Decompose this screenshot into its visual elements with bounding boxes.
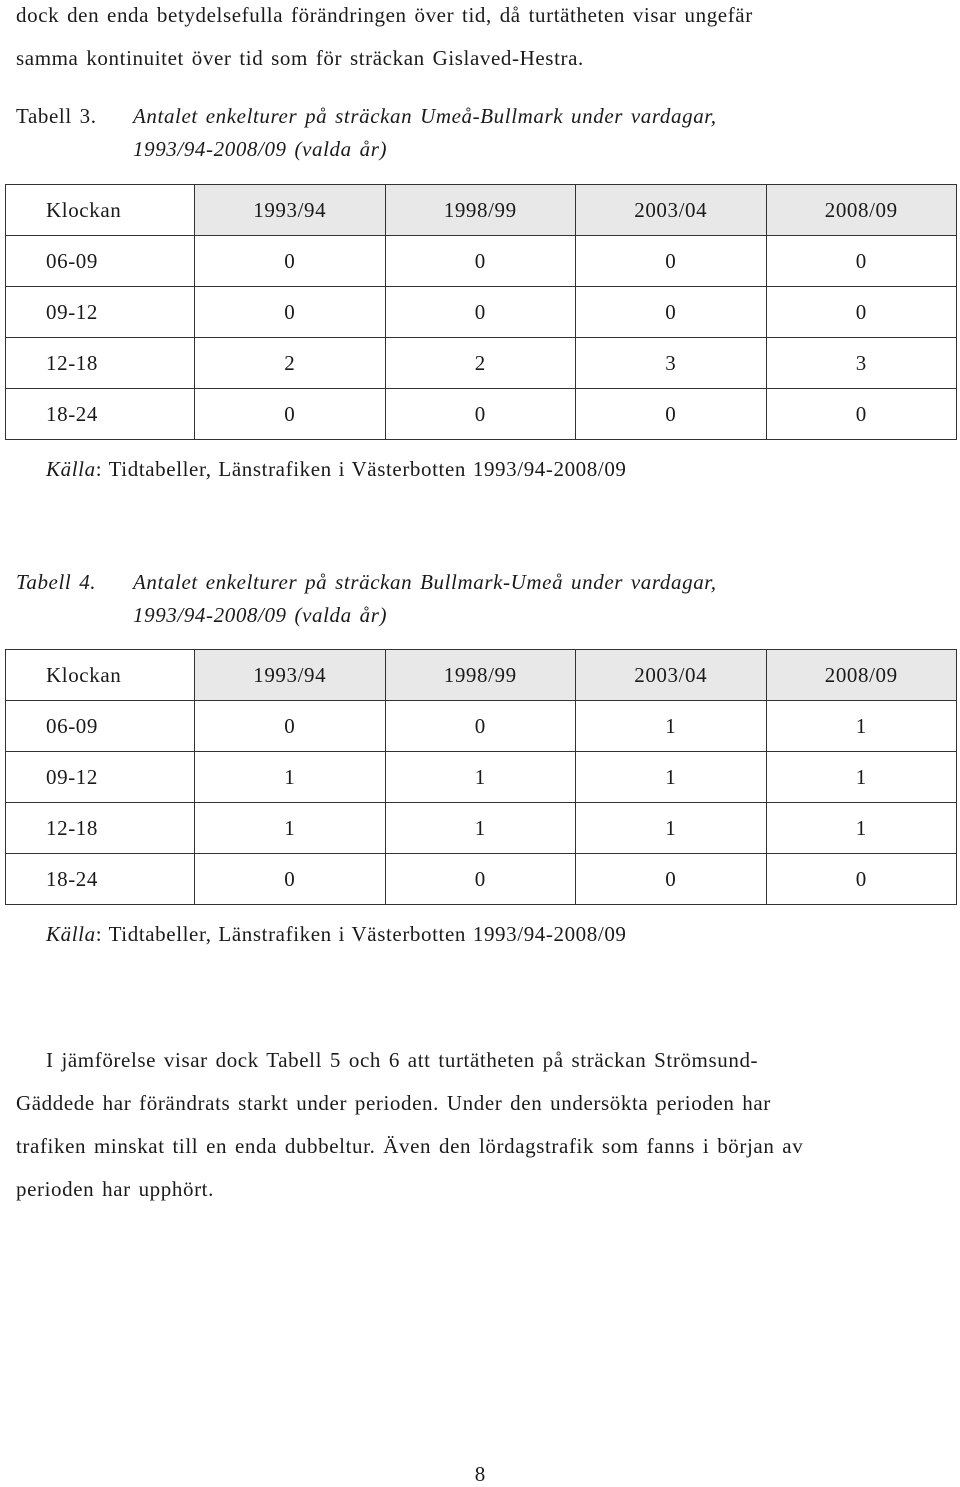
table4-row	[6, 752, 957, 803]
table3-value-cell: 0	[385, 236, 576, 287]
table3-value-cell: 0	[195, 287, 386, 338]
table4-row	[6, 701, 957, 752]
table3-value-cell: 0	[576, 236, 767, 287]
table3-value-cell: 0	[385, 287, 576, 338]
table4-row	[6, 803, 957, 854]
table3-header-cell: Klockan	[6, 185, 195, 236]
table3-source-text: : Tidtabeller, Länstrafiken i Västerbotten 1993/94-2008/09	[95, 457, 627, 481]
table4-value-cell: 1	[576, 803, 767, 854]
table3-value-cell: 3	[766, 338, 957, 389]
table3-time-cell: 09-12	[6, 287, 195, 338]
table4-value-cell: 1	[576, 752, 767, 803]
table4-value-cell: 0	[385, 701, 576, 752]
table4-value-cell: 1	[766, 701, 957, 752]
table3-value-cell: 3	[576, 338, 767, 389]
closing-line-1: I jämförelse visar dock Tabell 5 och 6 att turtätheten på sträckan Strömsund-	[46, 1048, 759, 1072]
intro-line-2: samma kontinuitet över tid som för sträckan Gislaved-Hestra.	[16, 46, 584, 70]
table3-source-label: Källa	[46, 457, 96, 481]
table4-value-cell: 1	[766, 803, 957, 854]
table4	[5, 649, 957, 905]
table4-value-cell: 0	[385, 854, 576, 905]
table4-time-cell: 18-24	[6, 854, 195, 905]
table3-value-cell: 0	[766, 389, 957, 440]
table3-label: Tabell 3.	[16, 104, 97, 128]
table4-value-cell: 0	[766, 854, 957, 905]
table3-header-cell: 2003/04	[576, 185, 767, 236]
closing-line-4: perioden har upphört.	[16, 1177, 214, 1201]
closing-line-3: trafiken minskat till en enda dubbeltur. Även den lördagstrafik som fanns i början av	[16, 1134, 804, 1158]
table3-header-row	[6, 185, 957, 236]
table3-value-cell: 0	[576, 389, 767, 440]
table3-time-cell: 12-18	[6, 338, 195, 389]
table4-header-cell: 2003/04	[576, 650, 767, 701]
table4-time-cell: 12-18	[6, 803, 195, 854]
table4-header-cell: 1993/94	[195, 650, 386, 701]
table4-value-cell: 0	[195, 701, 386, 752]
table3-value-cell: 0	[385, 389, 576, 440]
table4-value-cell: 1	[195, 803, 386, 854]
page-number: 8	[474, 1462, 486, 1486]
table4-value-cell: 1	[576, 701, 767, 752]
table4-title-line1: Antalet enkelturer på sträckan Bullmark-Umeå under vardagar,	[133, 570, 717, 594]
table3-caption	[16, 104, 946, 162]
table4-time-cell: 06-09	[6, 701, 195, 752]
table3-body	[6, 185, 957, 440]
table4-header-cell: 1998/99	[385, 650, 576, 701]
table3-header-cell: 1998/99	[385, 185, 576, 236]
table3-value-cell: 0	[766, 287, 957, 338]
table4-caption	[16, 570, 946, 628]
table3-row	[6, 287, 957, 338]
table4-value-cell: 1	[385, 803, 576, 854]
intro-line-1: dock den enda betydelsefulla förändringen över tid, då turtätheten visar ungefär	[16, 3, 753, 27]
table3-value-cell: 0	[766, 236, 957, 287]
table3	[5, 184, 957, 440]
table4-source-label: Källa	[46, 922, 96, 946]
table4-header-cell: Klockan	[6, 650, 195, 701]
table3-value-cell: 2	[195, 338, 386, 389]
table3-value-cell: 0	[195, 236, 386, 287]
table3-header-cell: 2008/09	[766, 185, 957, 236]
table4-value-cell: 1	[195, 752, 386, 803]
table3-row	[6, 236, 957, 287]
table3-value-cell: 2	[385, 338, 576, 389]
table3-title-line2: 1993/94-2008/09 (valda år)	[133, 137, 388, 161]
table3-header-cell: 1993/94	[195, 185, 386, 236]
table4-row	[6, 854, 957, 905]
table3-value-cell: 0	[195, 389, 386, 440]
table3-title-line1: Antalet enkelturer på sträckan Umeå-Bullmark under vardagar,	[133, 104, 717, 128]
table4-value-cell: 1	[766, 752, 957, 803]
table4-value-cell: 0	[195, 854, 386, 905]
table4-title-line2: 1993/94-2008/09 (valda år)	[133, 603, 388, 627]
table3-time-cell: 18-24	[6, 389, 195, 440]
table4-header-cell: 2008/09	[766, 650, 957, 701]
table4-value-cell: 1	[385, 752, 576, 803]
table3-value-cell: 0	[576, 287, 767, 338]
table4-body	[6, 650, 957, 905]
table3-row	[6, 389, 957, 440]
closing-paragraph	[16, 1039, 946, 1211]
table4-source	[46, 922, 627, 947]
table4-value-cell: 0	[576, 854, 767, 905]
intro-paragraph	[16, 0, 946, 80]
closing-line-2: Gäddede har förändrats starkt under perioden. Under den undersökta perioden har	[16, 1091, 771, 1115]
table4-header-row	[6, 650, 957, 701]
table3-source	[46, 457, 627, 482]
table3-row	[6, 338, 957, 389]
table4-source-text: : Tidtabeller, Länstrafiken i Västerbotten 1993/94-2008/09	[95, 922, 627, 946]
table4-time-cell: 09-12	[6, 752, 195, 803]
table4-label: Tabell 4.	[16, 570, 97, 594]
table3-time-cell: 06-09	[6, 236, 195, 287]
